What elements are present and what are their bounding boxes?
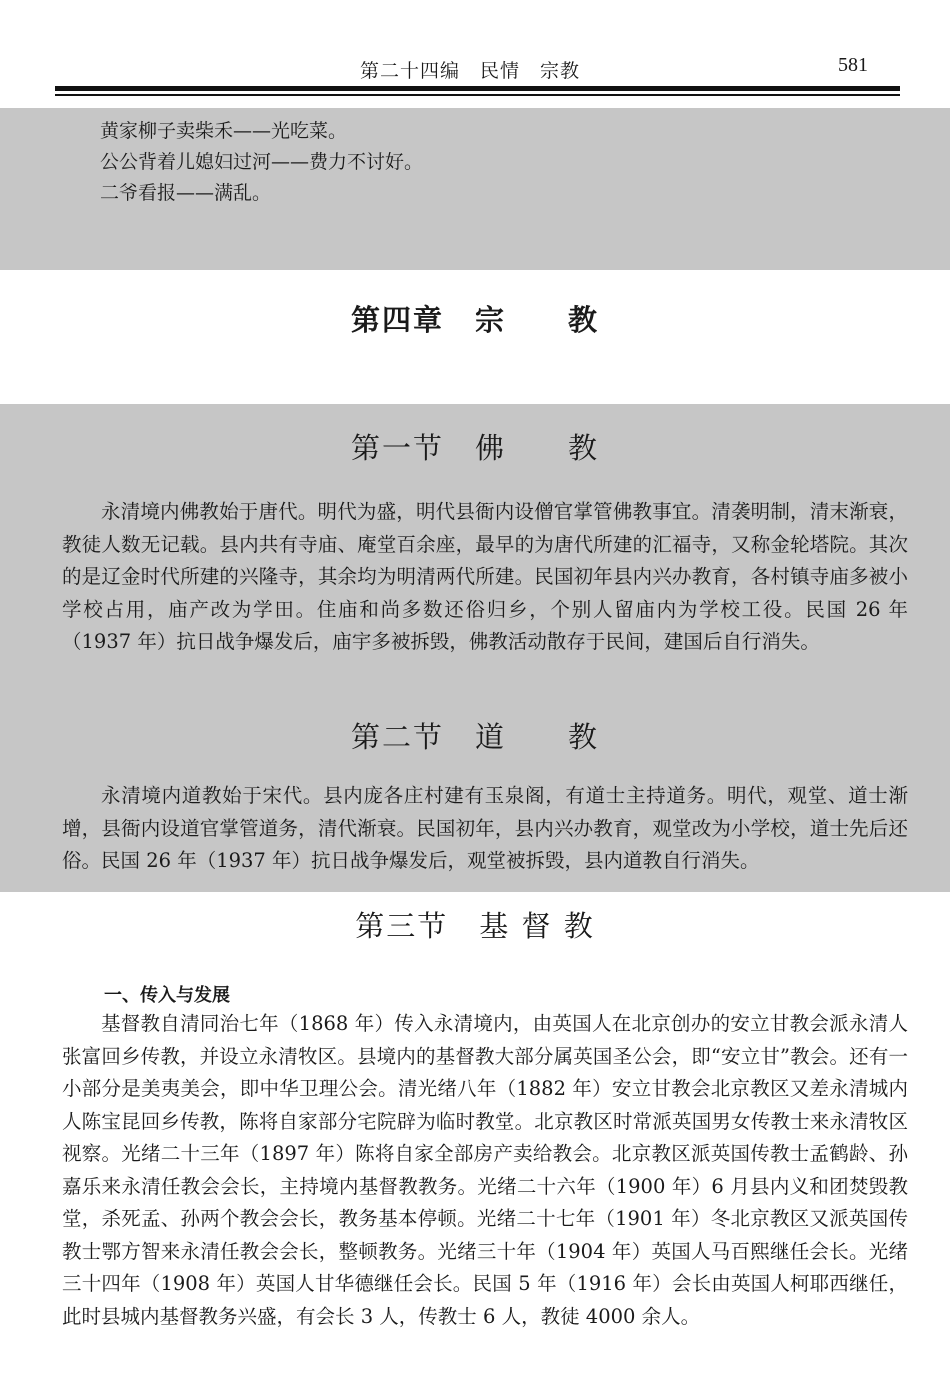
section-body-christianity bbox=[62, 1008, 908, 1333]
section-title-christianity: 第三节 基 督 教 bbox=[355, 909, 595, 943]
paragraph: 永清境内佛教始于唐代。明代为盛，明代县衙内设僧官掌管佛教事宜。清袭明制，清末渐衰，教徒人数无记载。县内共有寺庙、庵堂百余座，最早的为唐代所建的汇福寺，又称金轮塔院。其次的是辽金时代所建的兴隆寺，其余均为明清两代所建。民国初年县内兴办教育，各村镇寺庙多被小学校占用，庙产改为学田。住庙和尚多数还俗归乡，个别人留庙内为学校工役。民国 26 年（1937 年）抗日战争爆发后，庙宇多被拆毁，佛教活动散存于民间，建国后自行消失。 bbox=[62, 500, 908, 653]
page-number: 581 bbox=[838, 54, 868, 76]
section-title-buddhism: 第一节 佛 教 bbox=[350, 431, 599, 465]
section-title-taoism: 第二节 道 教 bbox=[350, 720, 599, 754]
header-rule-thin bbox=[55, 94, 900, 96]
section-body-buddhism bbox=[62, 496, 908, 659]
chapter-title: 第四章 宗 教 bbox=[350, 303, 599, 337]
section-body-taoism bbox=[62, 780, 908, 878]
proverb-line: 黄家柳子卖柴禾——光吃菜。 bbox=[100, 120, 348, 142]
proverb-line: 公公背着儿媳妇过河——费力不讨好。 bbox=[100, 151, 424, 173]
paragraph: 基督教自清同治七年（1868 年）传入永清境内，由英国人在北京创办的安立甘教会派永清人张富回乡传教，并设立永清牧区。县境内的基督教大部分属英国圣公会，即“安立甘”教会。还有一小部分是美夷美会，即中华卫理公会。清光绪八年（1882 年）安立甘教会北京教区又差永清城内人陈宝昆回乡传教，陈将自家部分宅院辟为临时教堂。北京教区时常派英国男女传教士来永清牧区视察。光绪二十三年（1897 年）陈将自家全部房产卖给教会。北京教区派英国传教士孟鹤龄、孙嘉乐来永清任教会会长，主持境内基督教教务。光绪二十六年（1900 年）6 月县内义和团焚毁教堂，杀死孟、孙两个教会会长，教务基本停顿。光绪二十七年（1901 年）冬北京教区又派英国传教士鄂方智来永清任教会会长，整顿教务。光绪三十年（1904 年）英国人马百熙继任会长。光绪三十四年（1908 年）英国人甘华德继任会长。民国 5 年（1916 年）会长由英国人柯耶西继任，此时县城内基督教务兴盛，有会长 3 人，传教士 6 人，教徒 4000 余人。 bbox=[62, 1012, 908, 1328]
running-header: 第二十四编 民情 宗教 bbox=[360, 60, 581, 82]
proverb-list bbox=[100, 116, 423, 209]
paragraph: 永清境内道教始于宋代。县内庞各庄村建有玉泉阁，有道士主持道务。明代，观堂、道士渐增，县衙内设道官掌管道务，清代渐衰。民国初年，县内兴办教育，观堂改为小学校，道士先后还俗。民国 26 年（1937 年）抗日战争爆发后，观堂被拆毁，县内道教自行消失。 bbox=[62, 784, 908, 872]
proverb-line: 二爷看报——满乱。 bbox=[100, 182, 272, 204]
header-rule-thick bbox=[55, 86, 900, 91]
subheading: 一、传入与发展 bbox=[104, 985, 230, 1006]
